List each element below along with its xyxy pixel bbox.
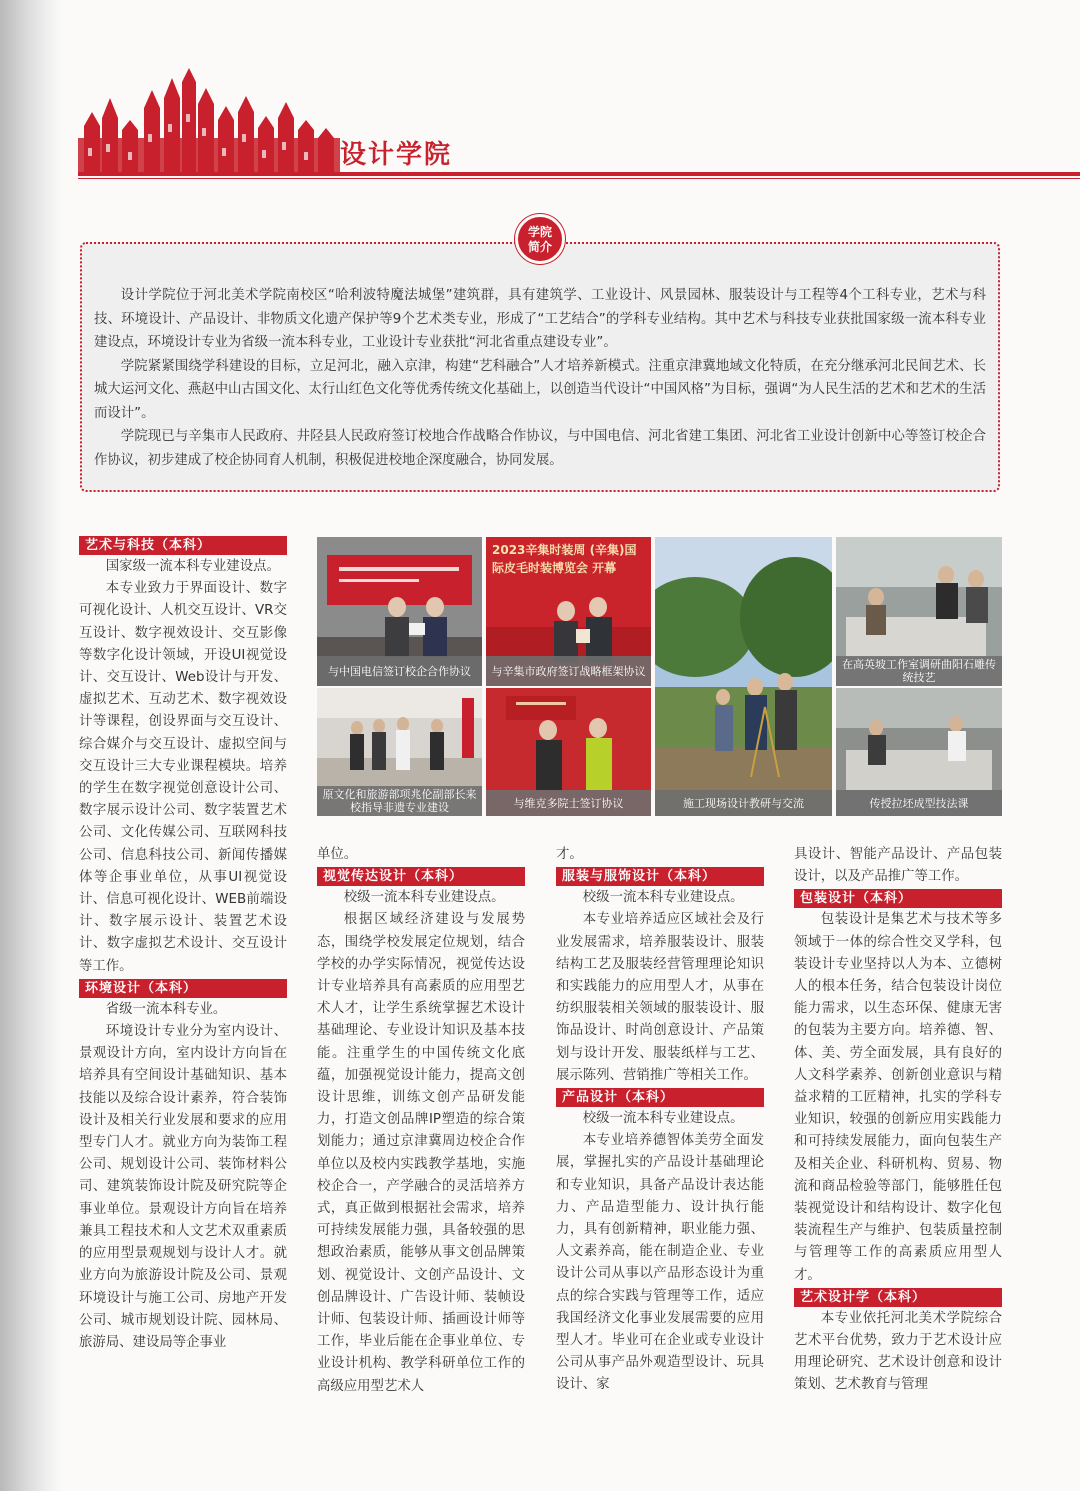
photo-vice-minister-visit <box>317 688 482 816</box>
photo-sign-text: 2023辛集时装周 (辛集)国际皮毛时装博览会 开幕 <box>492 543 637 575</box>
intro-badge-line1: 学院 <box>527 225 552 239</box>
column-4 <box>794 844 1002 1397</box>
intro-text <box>94 284 986 472</box>
section-paragraph: 包装设计是集艺术与技术等多领域于一体的综合性交叉学科，包装设计专业坚持以人为本、立德树人的根本任务，结合包装设计岗位能力需求，以生态环保、健康无害的包装为主要方向。培养德、智、体、美、劳全面发展，具有良好的人文科学素养、创新创业意识与精益求精的工匠精神，扎实的学科专业知识，较强的创新应用实践能力和可持续发展能力，面向包装生产及相关企业、科研机构、贸易、物流和商品检验等部门，能够胜任包装视觉设计和结构设计、数字化包装流程生产与维护、包装质量控制与管理等工作的高素质应用型人才。 <box>794 912 1002 1283</box>
page-title: 设计学院 <box>340 140 453 170</box>
column-2 <box>317 844 525 1398</box>
section-heading-art-design: 艺术设计学（本科） <box>794 1288 1002 1307</box>
photo-caption: 与维克多院士签订协议 <box>486 790 651 816</box>
section-paragraph: 环境设计专业分为室内设计、景观设计方向，室内设计方向旨在培养具有空间设计基础知识、基本技能以及综合设计素养，符合装饰设计及相关行业发展和要求的应用型专门人才。就业方向为装饰工程公司、规划设计公司、装饰材料公司、建筑装饰设计院及研究院等企事业单位。景观设计方向旨在培养兼具工程技术和人文艺术双重素质的应用型景观规划与设计人才。就业方向为旅游设计院及公司、景观环境设计与施工公司、房地产开发公司、城市规划设计院、园林局、旅游局、建设局等企事业 <box>79 1024 287 1350</box>
photo-caption: 与辛集市政府签订战略框架协议 <box>486 656 651 686</box>
title-divider-thin <box>78 178 1080 179</box>
intro-paragraph: 学院现已与辛集市人民政府、井陉县人民政府签订校地合作战略合作协议，与中国电信、河北省建工集团、河北省工业设计创新中心等签订校企合作协议，初步建成了校企协同育人机制，积极促进校地企深度融合，协同发展。 <box>94 429 986 468</box>
photo-studio-research <box>836 537 1002 686</box>
photo-construction-site <box>655 537 832 816</box>
photo-pottery-class <box>836 688 1002 816</box>
intro-paragraph: 学院紧紧围绕学科建设的目标，立足河北，融入京津，构建“艺科融合”人才培养新模式。注重京津冀地域文化特质，在充分继承河北民间艺术、长城大运河文化、燕赵中山古国文化、太行山红色文化等优秀传统文化基础上，以创造当代设计“中国风格”为目标，强调“为人民生活的艺术和艺术的生活而设计”。 <box>94 358 986 421</box>
section-paragraph: 本专业培养适应区域社会及行业发展需求，培养服装设计、服装结构工艺及服装经营管理理论知识和实践能力的应用型人才，从事在纺织服装相关领域的服装设计、服饰品设计、时尚创意设计、产品策划与设计开发、服装纸样与工艺、展示陈列、营销推广等相关工作。 <box>556 912 764 1083</box>
castle-logo-illustration <box>78 68 340 176</box>
photo-caption: 施工现场设计教研与交流 <box>655 790 832 816</box>
photo-caption: 传授拉坯成型技法课 <box>836 790 1002 816</box>
section-paragraph: 本专业致力于界面设计、数字可视化设计、人机交互设计、VR交互设计、数字视效设计、交互影像等数字化设计领域，开设UI视觉设计、交互设计、Web设计与开发、虚拟艺术、互动艺术、数字视效设计等课程，创设界面与交互设计、综合媒介与交互设计、虚拟空间与交互设计三大专业课程模块。培养的学生在数字视觉创意设计公司、数字展示设计公司、数字装置艺术公司、文化传媒公司、互联网科技公司、信息科技公司、新闻传播媒体等企事业单位，从事UI视觉设计、信息可视化设计、WEB前端设计、数字展示设计、装置艺术设计、数字虚拟艺术设计、交互设计等工作。 <box>79 581 287 974</box>
section-paragraph: 校级一流本科专业建设点。 <box>582 890 744 906</box>
section-heading-visual-comm: 视觉传达设计（本科） <box>317 867 525 886</box>
photo-caption: 原文化和旅游部项兆伦副部长来校指导非遗专业建设 <box>317 786 482 816</box>
intro-badge-line2: 简介 <box>527 240 552 254</box>
photo-telecom-signing <box>317 537 482 686</box>
continued-text: 才。 <box>556 847 583 862</box>
photo-xinji-signing <box>486 537 651 686</box>
section-paragraph: 校级一流本科专业建设点。 <box>582 1111 744 1127</box>
book-spine-shadow <box>0 0 62 1491</box>
title-divider <box>78 172 1080 176</box>
section-paragraph: 国家级一流本科专业建设点。 <box>105 559 280 574</box>
section-heading-product: 产品设计（本科） <box>556 1088 764 1107</box>
section-heading-environment: 环境设计（本科） <box>79 979 287 998</box>
section-paragraph: 校级一流本科专业建设点。 <box>343 890 505 906</box>
column-1 <box>79 535 287 1354</box>
photo-victor-signing <box>486 688 651 816</box>
column-3 <box>556 844 764 1397</box>
section-heading-packaging: 包装设计（本科） <box>794 889 1002 908</box>
section-paragraph: 本专业培养德智体美劳全面发展，掌握扎实的产品设计基础理论和专业知识，具备产品设计表达能力、产品造型能力、设计执行能力，具有创新精神，职业能力强、人文素养高，能在制造企业、专业设计公司从事以产品形态设计为重点的综合实践与管理等工作，适应我国经济文化事业发展需要的应用型人才。毕业可在企业或专业设计公司从事产品外观造型设计、玩具设计、家 <box>556 1133 764 1393</box>
section-paragraph: 本专业依托河北美术学院综合艺术平台优势，致力于艺术设计应用理论研究、艺术设计创意和设计策划、艺术教育与管理 <box>794 1310 1002 1393</box>
continued-text: 单位。 <box>317 847 358 862</box>
section-heading-fashion: 服装与服饰设计（本科） <box>556 867 764 886</box>
section-heading-art-tech: 艺术与科技（本科） <box>79 536 287 555</box>
section-paragraph: 根据区域经济建设与发展势态，围绕学校发展定位规划，结合学校的办学实际情况，视觉传达设计专业培养具有高素质的应用型艺术人才，让学生系统掌握艺术设计基础理论、专业设计知识及基本技能。注重学生的中国传统文化底蕴，加强视觉设计能力，提高文创设计思维，训练文创产品研发能力，打造文创品牌IP塑造的综合策划能力；通过京津冀周边校企合作单位以及校内实践教学基地，实施校企合一，产学融合的灵活培养方式，真正做到根据社会需求，培养可持续发展能力强，具备较强的思想政治素质，能够从事文创品牌策划、视觉设计、文创产品设计、文创品牌设计、广告设计师、装帧设计师、包装设计师、插画设计师等工作，毕业后能在企事业单位、专业设计机构、教学科研单位工作的高级应用型艺术人 <box>317 912 525 1394</box>
intro-badge <box>515 214 565 264</box>
intro-paragraph: 设计学院位于河北美术学院南校区“哈利波特魔法城堡”建筑群，具有建筑学、工业设计、风景园林、服装设计与工程等4个工科专业，艺术与科技、环境设计、产品设计、非物质文化遗产保护等9个艺术类专业，形成了“工艺结合”的学科专业结构。其中艺术与科技专业获批国家级一流本科专业建设点，环境设计专业为省级一流本科专业，工业设计专业获批“河北省重点建设专业”。 <box>94 288 986 350</box>
continued-text: 具设计、智能产品设计、产品包装设计，以及产品推广等工作。 <box>794 847 1002 885</box>
photo-caption: 在高英坡工作室调研曲阳石雕传统技艺 <box>836 656 1002 686</box>
section-paragraph: 省级一流本科专业。 <box>105 1001 227 1017</box>
photo-caption: 与中国电信签订校企合作协议 <box>317 656 482 686</box>
